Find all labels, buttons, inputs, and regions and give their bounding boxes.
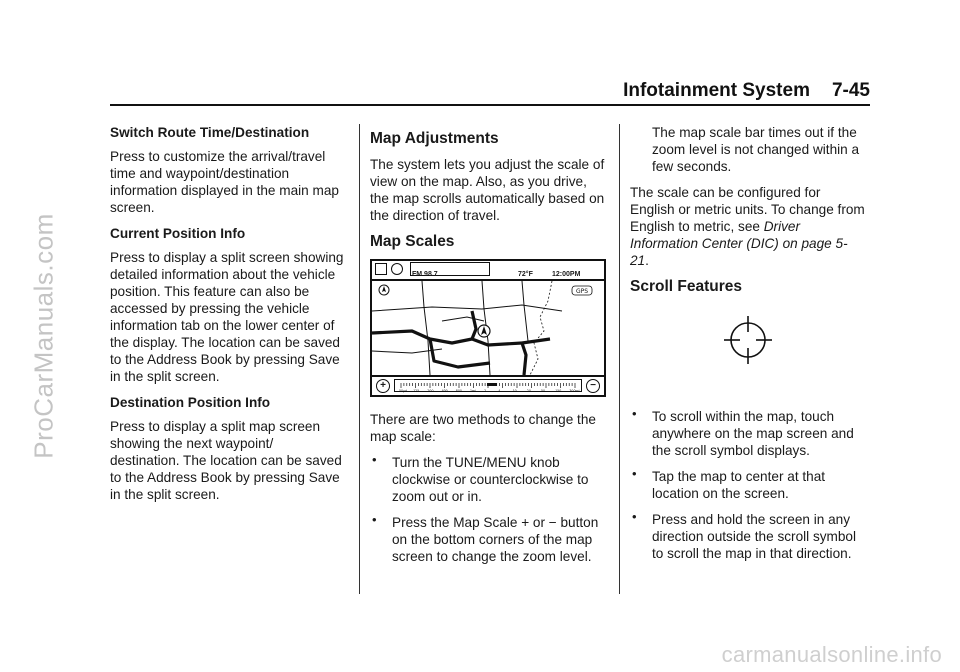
page-number: 7-45 — [831, 80, 870, 101]
clock: 12:00PM — [552, 271, 581, 278]
scale-config-end: . — [645, 253, 649, 268]
bullet-item: • Tap the map to center at that location on the screen. — [630, 468, 866, 502]
item-heading: Switch Route Time/Destination — [110, 125, 310, 140]
watermark-side: ProCarManuals.com — [28, 213, 59, 459]
source-icon — [375, 263, 387, 275]
zoom-out-button: − — [586, 379, 600, 393]
map-roads — [372, 281, 604, 375]
scale-config-text — [630, 184, 866, 269]
bullet-item: • To scroll within the map, touch anywhere on the map screen and the scroll symbol displays. — [630, 408, 866, 459]
subsection-heading: Map Scales — [370, 233, 455, 250]
continued-text: The map scale bar times out if the zoom level is not changed within a few seconds. — [652, 125, 860, 174]
scale-label: 400 — [441, 389, 448, 393]
scale-config-lead: The scale can be configured for English or metric units. To change from English to metric, see — [630, 185, 865, 234]
map-status-bar — [372, 261, 604, 281]
column-divider — [359, 124, 360, 594]
scale-label: 50 — [541, 389, 546, 393]
scale-label: 200 — [427, 389, 434, 393]
column-left — [110, 124, 346, 512]
scale-label: 20 — [526, 389, 531, 393]
item-heading: Destination Position Info — [110, 395, 271, 410]
scale-track — [394, 379, 582, 392]
scale-label: 1mi — [470, 389, 477, 393]
column-right — [630, 124, 866, 571]
crosshair-icon — [630, 304, 866, 374]
zoom-in-button: + — [376, 379, 390, 393]
scroll-symbol-figure — [630, 304, 866, 374]
scale-label: 800 — [455, 389, 462, 393]
map-scale-bar — [372, 375, 604, 395]
item-text: Press to display a split screen showing detailed information about the vehicle position. This feature can also be accessed by pressing the vehicle information tab on the lower center of the display. The location can be saved to the Address Book by pressing Save in the split screen. — [110, 250, 344, 384]
section-heading: Map Adjustments — [370, 130, 499, 147]
scale-label: 300mi — [569, 389, 580, 393]
gps-badge: GPS — [575, 288, 589, 295]
scale-label: 4 — [498, 389, 501, 393]
section-title: Infotainment System — [623, 80, 810, 101]
page-header — [110, 80, 870, 102]
bullet-item: • Turn the TUNE/MENU knob clockwise or counterclockwise to zoom out or in. — [370, 454, 606, 505]
column-divider — [619, 124, 620, 594]
scale-label: 10 — [512, 389, 517, 393]
map-screen-figure — [370, 259, 606, 397]
dic-reference-link: Driver Information Center (DIC) on page 5-21 — [630, 219, 848, 268]
item-heading: Current Position Info — [110, 226, 246, 241]
scale-label: 50yd — [399, 389, 407, 393]
scale-label: 125 — [413, 389, 420, 393]
section-heading: Scroll Features — [630, 278, 742, 295]
scale-label: 150 — [555, 389, 562, 393]
bullet-item: • Press the Map Scale + or − button on the bottom corners of the map screen to change the zoom level. — [370, 514, 606, 565]
column-middle — [370, 124, 606, 574]
item-text: Press to display a split map screen showing the next waypoint/ destination. The location can be saved to the Address Book by pressing Save in the split screen. — [110, 419, 342, 502]
item-text: Press to customize the arrival/travel time and waypoint/destination information displayed in the main map screen. — [110, 149, 339, 215]
methods-intro: There are two methods to change the map scale: — [370, 412, 596, 444]
scale-label: 2 — [484, 389, 487, 393]
watermark-bottom: carmanualsonline.info — [721, 642, 942, 667]
intro-text: The system lets you adjust the scale of view on the map. Also, as you drive, the map scrolls automatically based on the direction of travel. — [370, 157, 605, 223]
header-rule — [110, 104, 870, 106]
bullet-item: • Press and hold the screen in any direction outside the scroll symbol to scroll the map in that direction. — [630, 511, 866, 562]
radio-station: FM 98.7 — [412, 271, 438, 278]
temperature: 72°F — [518, 271, 533, 278]
poi-icon — [391, 263, 403, 275]
